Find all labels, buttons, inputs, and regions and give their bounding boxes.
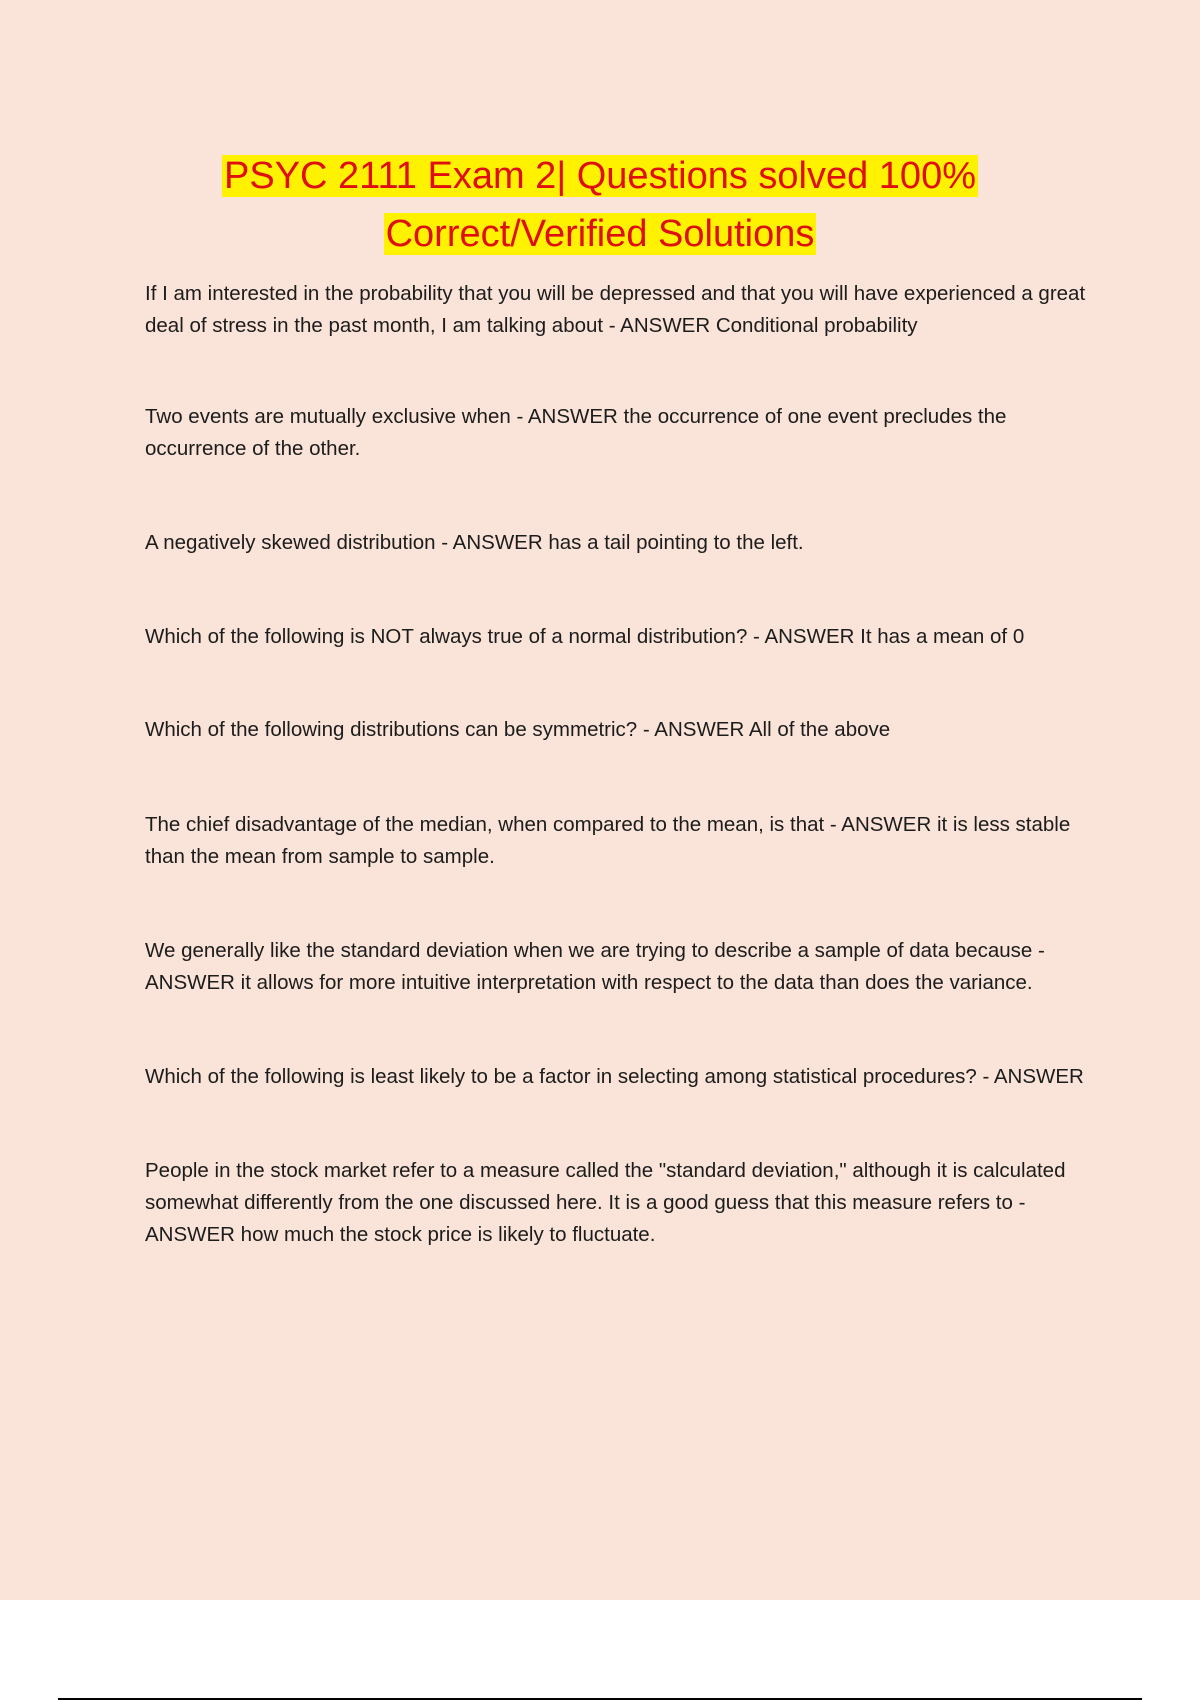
question-item-6: The chief disadvantage of the median, when compared to the mean, is that - ANSWER it is less stable than the mean from sample to sample. <box>145 813 1071 868</box>
title-line-1: PSYC 2111 Exam 2| Questions solved 100% <box>224 155 976 197</box>
question-item-3: A negatively skewed distribution - ANSWER has a tail pointing to the left. <box>145 531 804 554</box>
question-item-7: We generally like the standard deviation when we are trying to describe a sample of data because - ANSWER it allows for more intuitive interpretation with respect to the data than does the variance. <box>145 939 1045 994</box>
question-item-4: Which of the following is NOT always true of a normal distribution? - ANSWER It has a mean of 0 <box>145 625 1025 648</box>
title-line-2: Correct/Verified Solutions <box>385 213 815 255</box>
question-item-2: Two events are mutually exclusive when - ANSWER the occurrence of one event precludes the occurrence of the other. <box>145 405 1007 460</box>
document-title <box>0 147 1200 263</box>
question-item-8: Which of the following is least likely to be a factor in selecting among statistical procedures? - ANSWER <box>145 1065 1084 1088</box>
question-item-1: If I am interested in the probability that you will be depressed and that you will have experienced a great deal of stress in the past month, I am talking about - ANSWER Conditional probability <box>145 282 1086 337</box>
question-item-9: People in the stock market refer to a measure called the "standard deviation," although it is calculated somewhat differently from the one discussed here. It is a good guess that this measure refers to - ANSWER how much the stock price is likely to fluctuate. <box>145 1159 1066 1246</box>
question-item-5: Which of the following distributions can be symmetric? - ANSWER All of the above <box>145 718 891 741</box>
question-list <box>145 278 1090 1251</box>
